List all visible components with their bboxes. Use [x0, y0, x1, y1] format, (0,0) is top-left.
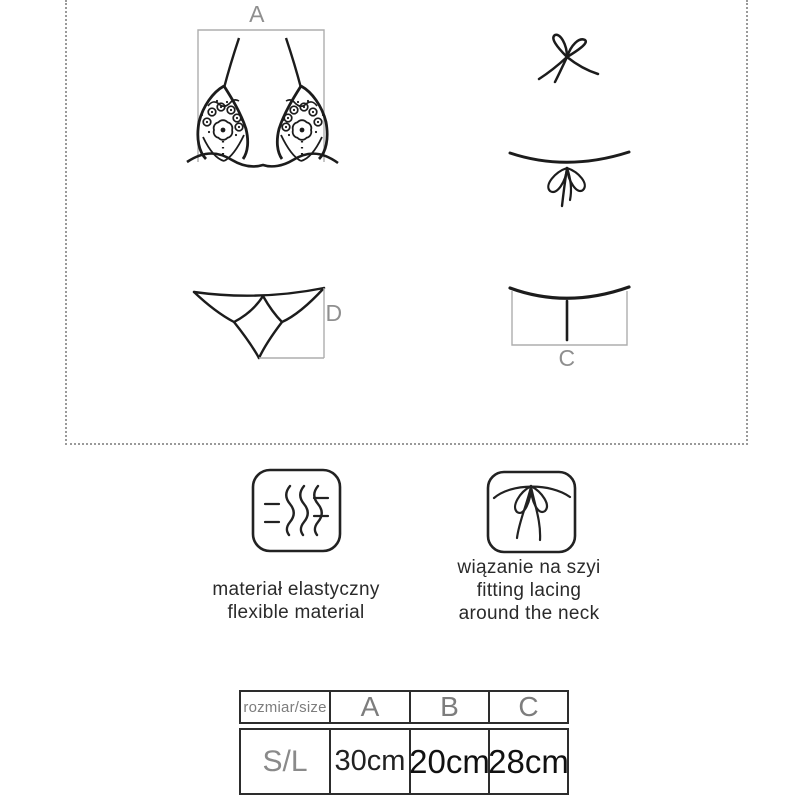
lacing-caption-line2: fitting lacing [476, 580, 582, 601]
elastic-material-icon [250, 467, 344, 555]
size-table-header-size: rozmiar/size [243, 698, 327, 716]
elastic-caption-line2: flexible material [227, 602, 365, 623]
measure-label-c: C [558, 345, 576, 371]
garment-diagram [67, 0, 750, 445]
measurement-a-cell: 30cm [329, 730, 409, 793]
lacing-caption-line3: around the neck [458, 603, 600, 624]
underbust-line [187, 154, 338, 167]
size-cell: S/L [262, 744, 308, 778]
size-table-header-b: B [409, 692, 488, 722]
size-table-header-c: C [488, 692, 567, 722]
halter-knot-drawing [539, 35, 598, 82]
measurement-c-cell: 28cm [488, 730, 567, 793]
back-band-drawing [510, 287, 629, 340]
elastic-material-caption [176, 578, 416, 624]
neck-lacing-icon [484, 467, 580, 557]
elastic-caption-line1: materiał elastyczny [212, 579, 380, 600]
measure-a-box [198, 30, 324, 162]
size-table-header-a: A [329, 692, 409, 722]
bra-top-drawing [187, 38, 338, 166]
size-table-data-row [239, 728, 569, 795]
size-table [239, 690, 569, 795]
diagram-panel [65, 0, 748, 445]
lacing-caption-line1: wiązanie na szyi [457, 557, 601, 578]
size-table-header-row [239, 690, 569, 724]
panties-drawing [194, 288, 324, 358]
neck-tie-drawing [510, 152, 629, 206]
measurement-b-cell: 20cm [409, 730, 488, 793]
measure-label-a: A [249, 1, 265, 27]
measure-label-d: D [325, 300, 343, 326]
neck-lacing-caption [409, 556, 649, 625]
